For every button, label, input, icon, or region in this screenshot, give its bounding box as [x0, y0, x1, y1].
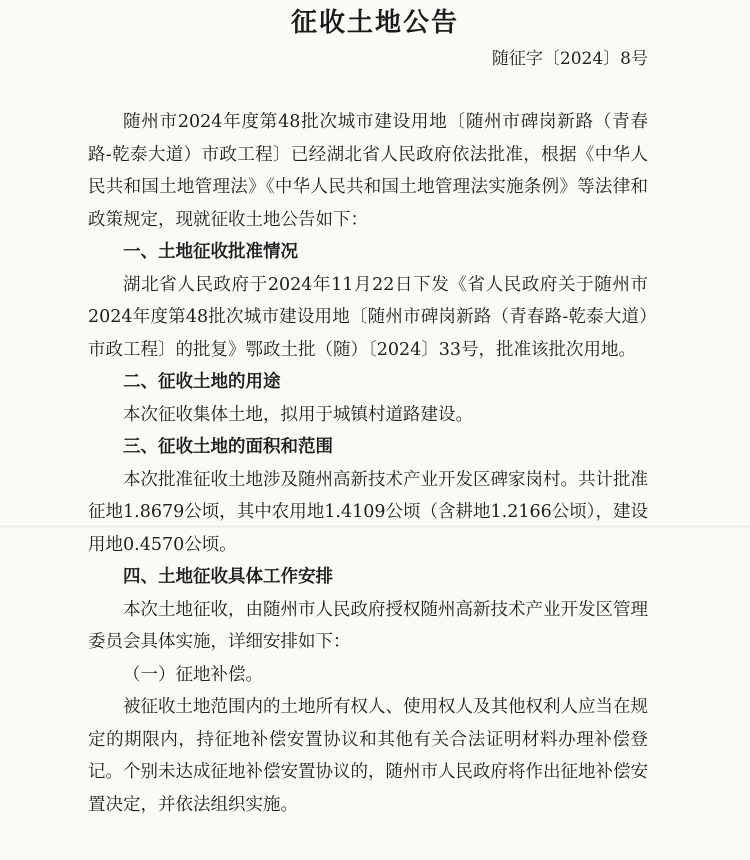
paper-crease	[0, 525, 750, 528]
document-number: 随征字〔2024〕8号	[491, 49, 648, 69]
section-heading-4: 四、土地征收具体工作安排	[123, 567, 333, 587]
section-text-1: 湖北省人民政府于2024年11月22日下发《省人民政府关于随州市2024年度第48批次城市建设用地〔随州市碑岗新路（青春路-乾泰大道）市政工程〕的批复》鄂政土批（随）〔2024〕33号，批准该批次用地。	[88, 274, 648, 360]
page-title: 征收土地公告	[290, 8, 459, 38]
section-heading-2: 二、征收土地的用途	[123, 372, 281, 392]
sub-heading-compensation: （一）征地补偿。	[123, 664, 263, 685]
section-text-2: 本次征收集体土地，拟用于城镇村道路建设。	[123, 404, 473, 425]
sub-text-compensation: 被征收土地范围内的土地所有权人、使用权人及其他权利人应当在规定的期限内，持征地补偿安置协议和其他有关合法证明材料办理补偿登记。个别未达成征地补偿安置协议的，随州市人民政府将作出征地补偿安置决定，并依法组织实施。	[88, 697, 648, 815]
section-heading-1: 一、土地征收批准情况	[123, 242, 298, 262]
intro-paragraph: 随州市2024年度第48批次城市建设用地〔随州市碑岗新路（青春路-乾泰大道）市政工程〕已经湖北省人民政府依法批准，根据《中华人民共和国土地管理法》《中华人民共和国土地管理法实施条例》等法律和政策规定，现就征收土地公告如下：	[88, 112, 648, 230]
section-text-3: 本次批准征收土地涉及随州高新技术产业开发区碑家岗村。共计批准征地1.8679公顷，其中农用地1.4109公顷（含耕地1.2166公顷），建设用地0.4570公顷。	[88, 469, 648, 555]
section-text-4: 本次土地征收，由随州市人民政府授权随州高新技术产业开发区管理委员会具体实施，详细安排如下：	[88, 599, 648, 652]
section-heading-3: 三、征收土地的面积和范围	[123, 437, 333, 457]
document-body	[88, 106, 648, 821]
